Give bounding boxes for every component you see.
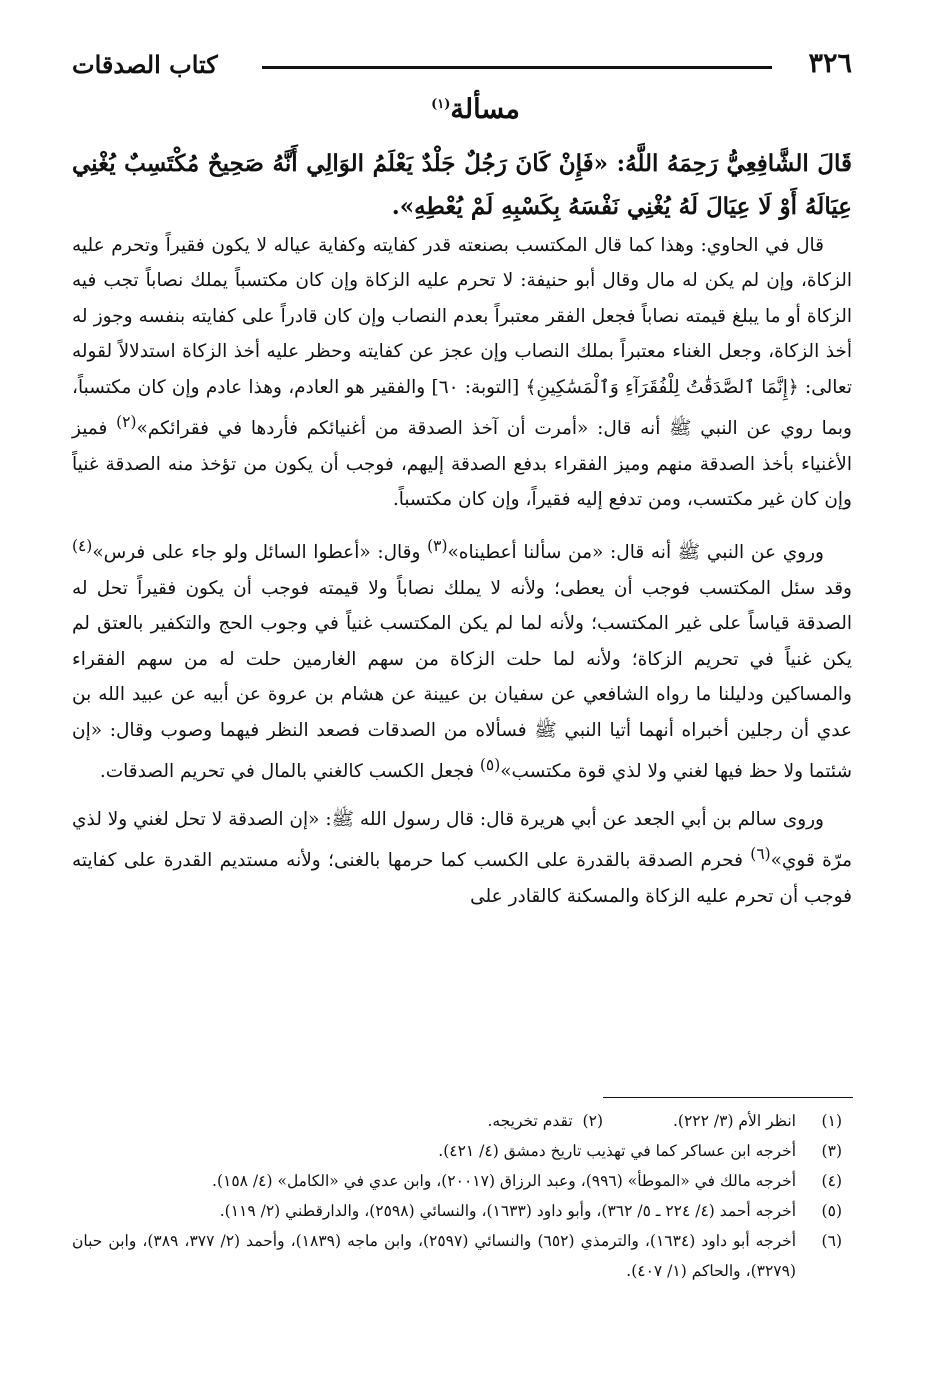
footnotes (72, 1106, 852, 1286)
footnote-text: أخرجه مالك في «الموطأ» (٩٩٦)، وعبد الرزاق (٢٠٠١٧)، وابن عدي في «الكامل» (٤/ ١٥٨). (212, 1172, 796, 1190)
footnote-ref: (٤) (72, 537, 93, 556)
footnote-number: (٤) (821, 1172, 842, 1190)
footnote-row (72, 1226, 852, 1286)
footnote-separator (603, 1097, 853, 1098)
footnote-ref: (٦) (750, 844, 771, 863)
footnote-number: (١) (821, 1112, 842, 1130)
shafii-quote: قَالَ الشَّافِعِيُّ رَحِمَهُ اللَّهُ: «فَإِنْ كَانَ رَجُلٌ جَلْدٌ يَعْلَمُ الوَالِي أَنَّهُ صَحِيحٌ مُكْتَسِبٌ يُغْنِي عِيَالَهُ أَوْ لَا عِيَالَ لَهُ يُغْنِي نَفْسَهُ بِكَسْبِهِ لَمْ يُعْطِهِ». (72, 150, 852, 220)
footnote-row (72, 1136, 852, 1166)
footnote-text: أخرجه ابن عساكر كما في تهذيب تاريخ دمشق (٤/ ٤٢١). (438, 1142, 796, 1160)
section-title (0, 94, 951, 125)
footnote-text: أخرجه أبو داود (١٦٣٤)، والترمذي (٦٥٢) والنسائي (٢٥٩٧)، وابن ماجه (١٨٣٩)، وأحمد (٢/ ٣٧٧، ٣٨٩)، وابن حبان (٣٢٧٩)، والحاكم (١/ ٤٠٧). (72, 1232, 797, 1280)
footnote-number: (٥) (821, 1202, 842, 1220)
paragraph-text: وروي عن النبي ﷺ أنه قال: «من سألنا أعطيناه» (447, 542, 824, 564)
paragraph (72, 228, 852, 517)
paragraph-text: وقد سئل المكتسب فوجب أن يعطى؛ ولأنه لا يملك نصاباً ولا قيمته فوجب أن يكون فقيراً تحل له الصدقة قياساً على غير المكتسب؛ ولأنه لما لم يكن المكتسب غنياً في وجوب الحج والتكفير بالعتق لم يكن غنياً في تحريم الزكاة؛ ولأنه لما حلت الزكاة من سهم الغارمين حلت له من سهم الفقراء والمساكين ودليلنا ما رواه الشافعي عن سفيان بن عيينة عن هشام بن عروة عن أبيه عن عبيد الله بن عدي أن رجلين أخبراه أنهما أتيا النبي ﷺ فسألاه من الصدقات فصعد النظر فيهما وصوب وقال: «إن شئتما ولا حظ فيها لغني ولا لذي قوة مكتسب» (72, 577, 852, 783)
footnote-number: (٦) (821, 1232, 842, 1250)
paragraph-text: وروى سالم بن أبي الجعد عن أبي هريرة قال: قال رسول الله ﷺ: «إن الصدقة لا تحل لغني ولا لذي مرّة قوي» (72, 808, 852, 872)
footnote-number: (٣) (821, 1142, 842, 1160)
footnote-row (72, 1166, 852, 1196)
paragraph (72, 802, 852, 914)
footnote-2-text: تقدم تخريجه. (487, 1112, 573, 1130)
footnote-text (72, 1106, 796, 1136)
paragraph-text: قال في الحاوي: وهذا كما قال المكتسب بصنعته قدر كفايته وكفاية عياله لا يكون فقيراً وتحرم عليه الزكاة، وإن لم يكن له مال وقال أبو حنيفة: لا تحرم عليه الزكاة وإن كان مكتسباً يملك نصاباً تجب فيه الزكاة أو ما يبلغ قيمته نصاباً فجعل الفقر معتبراً بعدم النصاب وإن كان قادراً على كفايته بنفسه وجوز له أخذ الزكاة، وجعل الغناء معتبراً بملك النصاب وإن عجز عن كفايته وحظر عليه أخذ الزكاة استدلالاً لقوله تعالى: ﴿إِنَّمَا ٱلصَّدَقَٰتُ لِلْفُقَرَآءِ وَٱلْمَسَٰكِينِ﴾ [التوبة: ٦٠] والفقير هو العادم، وهذا عادم وإن كان مكتسباً، وبما روي عن النبي ﷺ أنه قال: «أمرت أن آخذ الصدقة من أغنيائكم فأردها في فقرائكم» (72, 235, 852, 440)
section-title-text: مسألة (450, 94, 520, 125)
footnote-ref: (١) (431, 97, 451, 112)
paragraph-text: فجعل الكسب كالغني بالمال في تحريم الصدقات. (99, 761, 480, 783)
page-number: ٣٢٦ (808, 48, 852, 79)
footnote-ref: (٥) (479, 756, 501, 774)
footnote-row (72, 1196, 852, 1226)
footnote-number: (٢) (582, 1112, 603, 1130)
paragraph (72, 529, 852, 789)
footnote-ref: (٢) (116, 413, 137, 432)
paragraph-text: وقال: «أعطوا السائل ولو جاء على فرس» (92, 542, 428, 564)
footnote-text: أخرجه أحمد (٤/ ٢٢٤ ـ ٥/ ٣٦٢)، وأبو داود (١٦٣٣)، والنسائي (٢٥٩٨)، والدارقطني (٢/ ١١٩). (219, 1202, 796, 1220)
footnote-row (72, 1106, 852, 1136)
paragraph-text: فميز الأغنياء بأخذ الصدقة منهم وميز الفقراء بدفع الصدقة إليهم، فوجب أن يكون من تؤخذ منه الصدقة غنياً وإن كان غير مكتسب، ومن تدفع إليه فقيراً، وإن كان مكتسباً. (72, 418, 852, 510)
paragraph-text: فحرم الصدقة بالقدرة على الكسب كما حرمها بالغنى؛ ولأنه مستديم القدرة على كفايته فوجب أن تحرم عليه الزكاة والمسكنة كالقادر على (72, 850, 852, 907)
footnote-ref: (٣) (427, 537, 448, 556)
header-rule (262, 66, 772, 69)
book-title: كتاب الصدقات (72, 50, 218, 79)
footnote-1-text: انظر الأم (٣/ ٢٢٢). (673, 1112, 796, 1130)
main-text (72, 228, 852, 926)
page-header (72, 48, 852, 88)
